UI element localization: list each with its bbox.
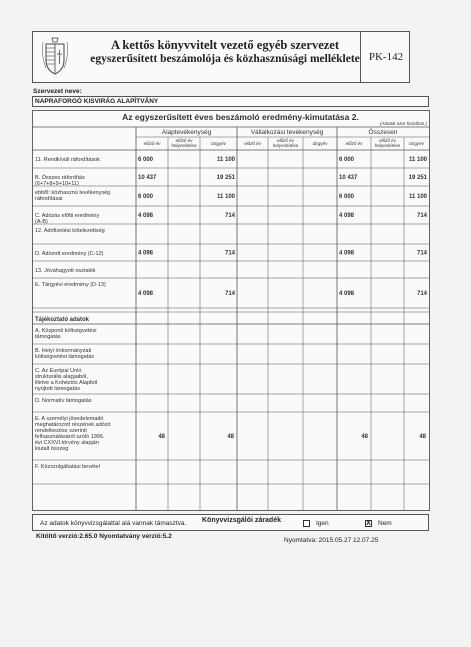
subcol-header: tárgyév: [211, 141, 226, 146]
audit-label: Könyvvizsgálói záradék: [202, 517, 281, 524]
version-info: Kitöltő verzió:2.65.0 Nyomtatvány verzió:5.2: [36, 533, 172, 540]
row-value: 6 000: [138, 194, 154, 200]
subcol-header: előző év: [345, 141, 363, 146]
row-value: 6 000: [138, 157, 154, 163]
info-row-label: felhasználásáról szóló 1996.: [35, 434, 105, 440]
info-row-label: nyújtott támogatás: [35, 386, 80, 392]
info-row-value: 48: [227, 434, 234, 440]
print-timestamp: Nyomtatva: 2015.05.27 12.07.25: [284, 537, 379, 544]
info-row-label: illetve a Kohéziós Alapból: [35, 380, 98, 386]
form-title-line2: egyszerűsített beszámolója és közhasznúsági melléklete: [90, 53, 360, 65]
row-value: 6 000: [339, 157, 355, 163]
row-value: 4 098: [339, 213, 355, 219]
subcol-header: előző év: [379, 138, 396, 143]
row-label: D. Adózott eredmény (C-12): [35, 251, 104, 257]
info-row-label: évi CXXVI.törvény alapján: [35, 440, 99, 446]
no-checkbox[interactable]: X: [366, 520, 371, 527]
form-code: PK-142: [368, 51, 404, 63]
row-label: ráfordításai: [35, 196, 63, 202]
row-label: ebből: közhasznú tevékenység: [35, 190, 111, 196]
subcol-header: helyesbítése: [374, 143, 401, 148]
row-label: B. Összes ráfordítás: [35, 175, 85, 181]
yes-checkbox[interactable]: [303, 520, 310, 527]
subcol-header: előző év: [277, 138, 294, 143]
subcol-header: helyesbítése: [272, 143, 299, 148]
subcol-header: tárgyév: [312, 141, 328, 146]
row-value: 714: [224, 291, 235, 297]
subcol-header: előző év: [143, 141, 161, 146]
row-value: 19 251: [408, 175, 427, 181]
info-row-label: F. Közszolgáltatási bevétel: [35, 464, 100, 470]
subcol-header: előző év: [244, 141, 261, 146]
row-value: 10 437: [138, 175, 157, 181]
info-row-value: 48: [361, 434, 368, 440]
row-value: 714: [416, 291, 427, 297]
group-basic-activity: Alaptevékenység: [161, 129, 212, 136]
row-value: 19 251: [216, 175, 235, 181]
header-divider: [360, 31, 361, 83]
row-label: (A-B): [35, 219, 48, 225]
row-label: C. Adózás előtti eredmény: [35, 213, 100, 219]
info-row-label: támogatás: [35, 334, 61, 340]
audit-note: Az adatok könyvvizsgálattal alá vannak támasztva.: [40, 520, 187, 527]
row-value: 4 098: [138, 291, 154, 297]
info-row-label: B. Helyi önkormányzati: [35, 348, 92, 354]
info-row-label: meghatározott részének adózó: [35, 422, 111, 428]
row-value: 714: [416, 213, 427, 219]
table-frame: [33, 111, 430, 511]
yes-label: Igen: [316, 520, 329, 527]
row-value: 10 437: [339, 175, 358, 181]
income-statement-table: [32, 110, 432, 512]
row-label: 11. Rendkívüli ráfordítások: [35, 157, 101, 163]
info-row-label: strukturális alapjaiból,: [35, 374, 88, 380]
info-row-value: 48: [158, 434, 165, 440]
info-row-label: E. A személyi jövedelemadó: [35, 416, 104, 422]
info-row-label: költségvetési támogatás: [35, 354, 95, 360]
row-value: 11 100: [408, 157, 427, 163]
info-row-label: rendelkezése szerinti: [35, 428, 87, 434]
row-value: 4 098: [138, 213, 154, 219]
org-name-label: Szervezet neve:: [33, 88, 82, 95]
row-value: 4 098: [339, 291, 355, 297]
form-title-line1: A kettős könyvvitelt vezető egyéb szervezet: [110, 38, 340, 52]
row-value: 4 098: [339, 250, 355, 257]
row-label: 13. Jóváhagyott osztalék: [35, 268, 96, 274]
subcol-header: tárgyév: [409, 141, 424, 146]
info-row-label: A. Központi költségvetési: [35, 328, 97, 334]
row-value: 6 000: [339, 194, 355, 200]
row-label: (6+7+8+9+10+11): [35, 181, 79, 187]
group-total: Összesen: [368, 129, 398, 136]
group-business-activity: Vállalkozási tevékenység: [250, 129, 324, 136]
org-name-field: NAPRAFORGÓ KISVIRÁG ALAPÍTVÁNY: [32, 96, 429, 107]
info-row-label: D. Normatív támogatás: [35, 398, 92, 404]
unit-note: (Adatok ezer forintban.): [379, 121, 427, 126]
row-value: 11 100: [216, 194, 235, 200]
row-label: E. Tárgyévi eredmény (D-13): [35, 282, 106, 288]
coat-of-arms-icon: [40, 36, 70, 76]
subcol-header: helyesbítése: [171, 143, 197, 148]
info-row-value: 48: [419, 434, 426, 440]
row-label: 12. Adófizetési kötelezettség: [35, 228, 105, 234]
row-value: 11 100: [408, 194, 427, 200]
table-title: Az egyszerűsített éves beszámoló eredmény-kimutatása 2.: [122, 112, 359, 122]
no-label: Nem: [378, 520, 392, 527]
subcol-header: előző év: [175, 138, 193, 143]
info-row-label: C. Az Európai Unió: [35, 368, 82, 374]
row-value: 11 100: [216, 157, 235, 163]
row-value: 714: [224, 213, 235, 219]
info-title: Tájékoztató adatok: [35, 317, 90, 323]
row-value: 714: [224, 250, 235, 257]
info-row-label: kiutalt összeg: [35, 446, 69, 452]
row-value: 714: [416, 250, 427, 257]
row-value: 4 098: [138, 250, 154, 257]
